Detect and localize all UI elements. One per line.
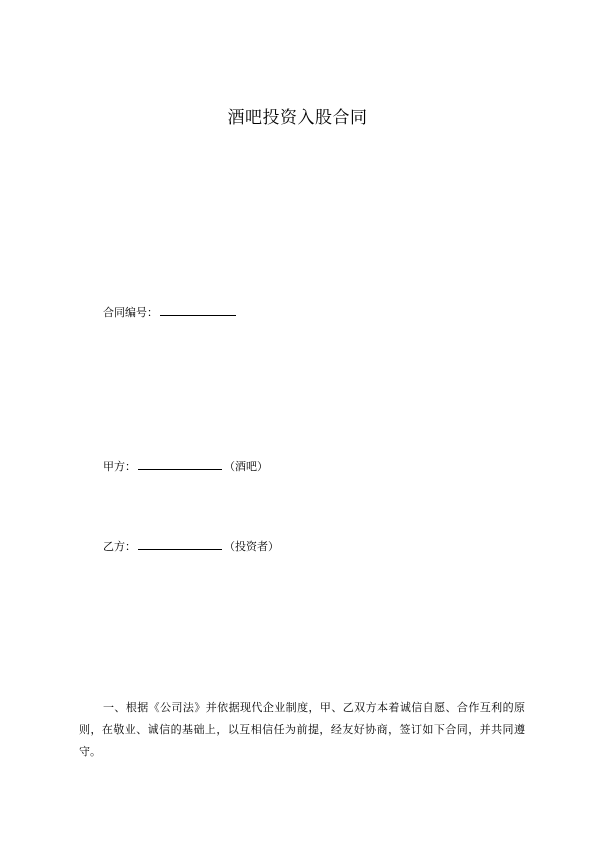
clause-paragraph: 一、根据《公司法》并依据现代企业制度，甲、乙双方本着诚信自愿、合作互利的原则，在敬业、诚信的基础上，以互相信任为前提，经友好协商，签订如下合同，并共同遵守。 [79,701,525,758]
party-a-line [103,458,268,474]
document-title: 酒吧投资入股合同 [227,108,368,128]
contract-number-label: 合同编号： [103,306,158,319]
party-a-blank [138,459,222,470]
party-b-blank [138,539,222,550]
party-a-note: （酒吧） [224,460,268,473]
party-b-note: （投资者） [224,540,279,553]
party-a-label: 甲方： [103,460,136,473]
contract-number-blank [160,305,236,316]
party-b-label: 乙方： [103,540,136,553]
party-b-line [103,538,279,554]
contract-number-line [103,304,238,320]
